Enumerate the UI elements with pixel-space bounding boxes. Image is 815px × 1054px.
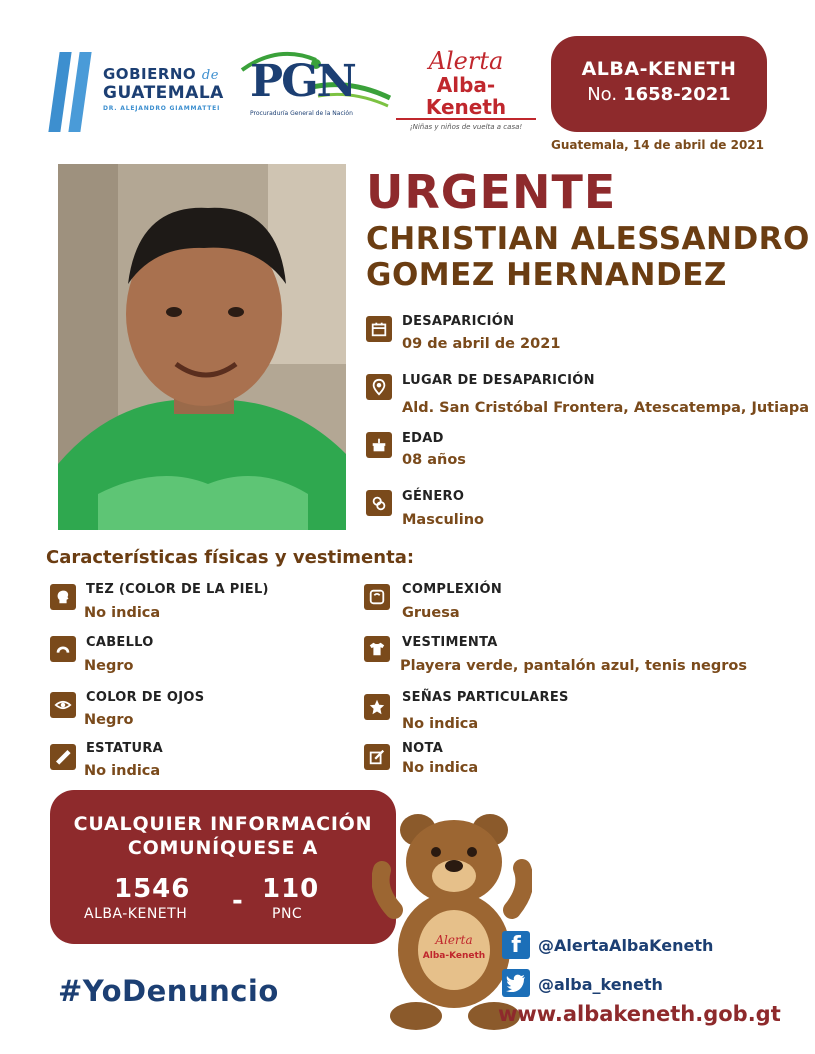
mascot-alerta-text: Alerta (435, 933, 473, 947)
pgn-logo (238, 48, 396, 120)
ruler-icon (50, 744, 76, 770)
case-number: 1658-2021 (623, 84, 731, 105)
scale-icon (364, 584, 390, 610)
phone-pnc-label: PNC (272, 906, 303, 922)
char-value-eyes: Negro (84, 712, 134, 728)
logo-alerta: Alerta (428, 47, 504, 75)
website-link[interactable]: www.albakeneth.gob.gt (498, 1002, 781, 1026)
detail-label-gender: GÉNERO (402, 489, 465, 504)
gobierno-line2: GUATEMALA (103, 83, 224, 103)
portrait-illustration (58, 164, 346, 530)
char-label-skin: TEZ (COLOR DE LA PIEL) (86, 582, 269, 597)
char-label-eyes: COLOR DE OJOS (86, 690, 205, 705)
star-icon (364, 694, 390, 720)
cake-icon (366, 432, 392, 458)
char-value-skin: No indica (84, 605, 161, 621)
location-pin-icon (366, 374, 392, 400)
logo-alba-keneth: Alba-Keneth (396, 74, 536, 120)
contact-line1: CUALQUIER INFORMACIÓN (73, 813, 373, 835)
facebook-handle[interactable]: @AlertaAlbaKeneth (538, 936, 714, 955)
detail-label-disappearance: DESAPARICIÓN (402, 314, 515, 329)
phone-alba-keneth[interactable]: 1546 (114, 874, 191, 904)
case-title: ALBA-KENETH (581, 58, 737, 80)
twitter-icon[interactable] (502, 969, 530, 997)
detail-value-location: Ald. San Cristóbal Frontera, Atescatempa, Jutiapa (402, 400, 810, 416)
gobierno-logo (103, 66, 233, 112)
gobierno-logo-bars (50, 52, 96, 132)
char-value-hair: Negro (84, 658, 134, 674)
gender-icon (366, 490, 392, 516)
gobierno-line1: GOBIERNO (103, 65, 197, 83)
shirt-icon (364, 636, 390, 662)
head-profile-icon (50, 584, 76, 610)
char-value-height: No indica (84, 763, 161, 779)
contact-box (50, 790, 396, 944)
gobierno-sub: DR. ALEJANDRO GIAMMATTEI (103, 105, 221, 112)
urgency-label: URGENTE (366, 165, 617, 219)
mascot-ak-text: Alba-Keneth (422, 951, 486, 961)
detail-value-age: 08 años (402, 452, 466, 468)
char-label-marks: SEÑAS PARTICULARES (402, 690, 569, 705)
person-name-line2: GOMEZ HERNANDEZ (366, 257, 727, 293)
calendar-icon (366, 316, 392, 342)
contact-line2: COMUNÍQUESE A (127, 837, 319, 859)
char-value-clothing: Playera verde, pantalón azul, tenis negros (400, 658, 748, 674)
char-label-height: ESTATURA (86, 741, 164, 756)
char-value-build: Gruesa (402, 605, 460, 621)
twitter-handle[interactable]: @alba_keneth (538, 975, 663, 994)
phone-alba-keneth-label: ALBA-KENETH (84, 906, 188, 922)
char-value-note: No indica (402, 760, 479, 776)
note-edit-icon (364, 744, 390, 770)
hair-icon (50, 636, 76, 662)
detail-label-age: EDAD (402, 431, 444, 446)
detail-value-disappearance: 09 de abril de 2021 (402, 336, 561, 352)
missing-person-photo (58, 164, 346, 530)
char-label-note: NOTA (402, 741, 444, 756)
detail-label-location: LUGAR DE DESAPARICIÓN (402, 373, 595, 388)
gobierno-de: de (201, 68, 219, 83)
case-no-label: No. (587, 84, 618, 105)
phone-pnc[interactable]: 110 (262, 874, 320, 904)
hashtag: #YoDenuncio (58, 974, 279, 1008)
pgn-sub: Procuraduría General de la Nación (250, 110, 353, 117)
pgn-title: PGN (250, 56, 355, 107)
char-value-marks: No indica (402, 716, 479, 732)
eye-icon (50, 692, 76, 718)
logo-slogan: ¡Niñas y niños de vuelta a casa! (409, 123, 523, 131)
case-number-box (551, 36, 767, 132)
person-name-line1: CHRISTIAN ALESSANDRO (366, 221, 810, 257)
characteristics-title: Características físicas y vestimenta: (46, 547, 415, 568)
char-label-hair: CABELLO (86, 635, 154, 650)
detail-value-gender: Masculino (402, 512, 484, 528)
char-label-clothing: VESTIMENTA (402, 635, 498, 650)
alerta-alba-keneth-logo (396, 47, 536, 131)
phone-separator: - (232, 886, 243, 916)
facebook-icon[interactable]: f (502, 931, 530, 959)
char-label-build: COMPLEXIÓN (402, 582, 503, 597)
case-date: Guatemala, 14 de abril de 2021 (550, 138, 764, 152)
